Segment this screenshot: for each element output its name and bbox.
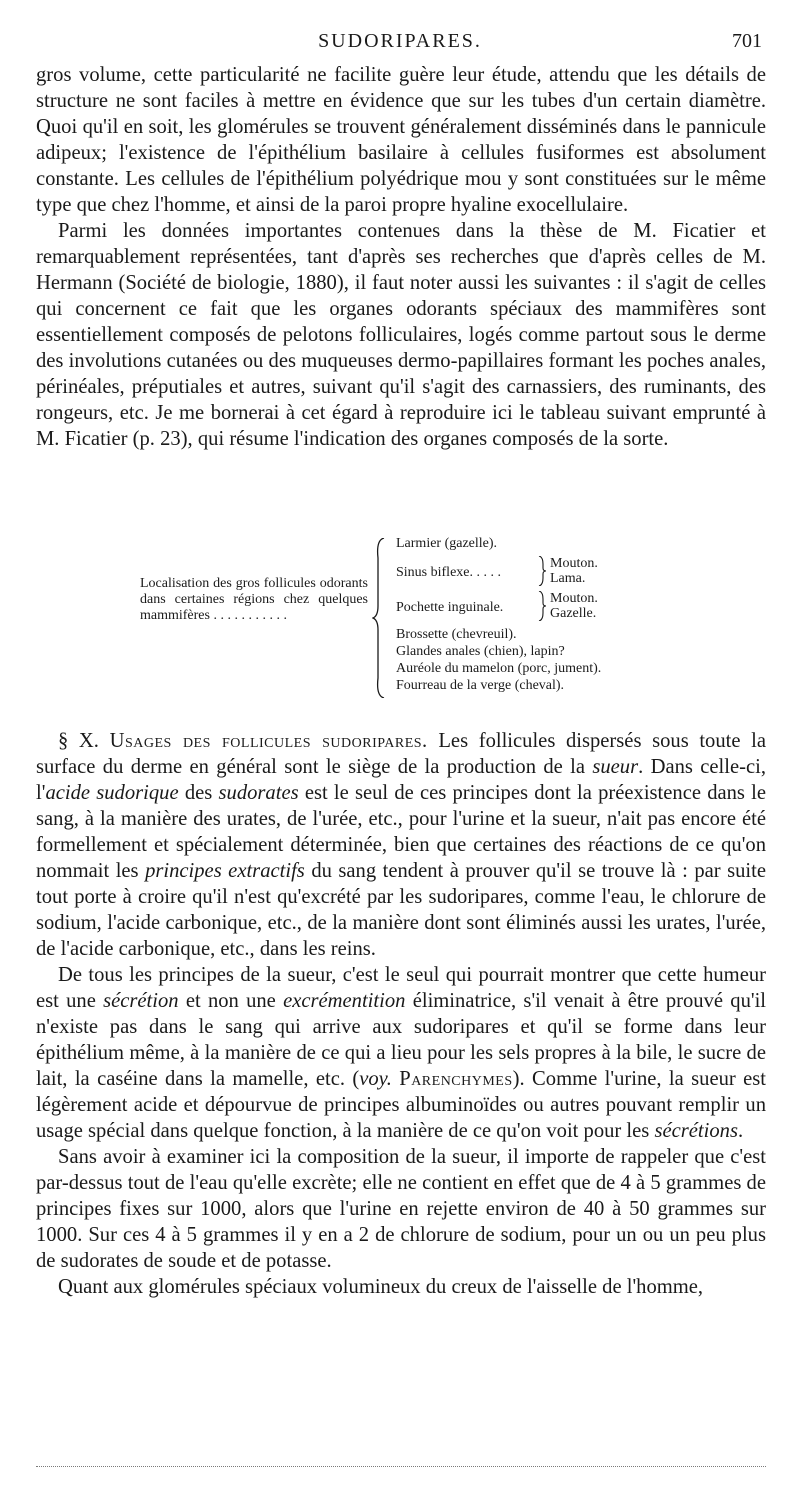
row-glandes: Glandes anales (chien), lapin?	[396, 644, 565, 659]
section-x-paragraph-1	[36, 728, 766, 962]
localisation-table	[140, 536, 780, 706]
small-caps-term-parenchymes: Parenchymes	[399, 1068, 513, 1090]
text-span: . Dans celle-ci, l'	[36, 756, 766, 804]
bottom-dotted-rule	[36, 1466, 766, 1467]
italic-term-secretion: sécrétion	[103, 990, 179, 1012]
sinus-list	[550, 556, 598, 586]
italic-term-voy: voy.	[359, 1068, 392, 1090]
italic-term-sudorates: sudorates	[218, 782, 299, 804]
pochette-item-mouton: Mouton.	[550, 591, 598, 606]
row-fourreau: Fourreau de la verge (cheval).	[396, 678, 565, 693]
sinus-brace	[538, 556, 546, 586]
section-x-paragraph-2	[36, 962, 766, 1144]
section-x-paragraph-4: Quant aux glomérules spéciaux volumineux du creux de l'aisselle de l'homme,	[58, 1276, 704, 1298]
pochette-brace	[538, 591, 546, 621]
row-pochette: Pochette inguinale.	[396, 600, 504, 615]
body-text-upper	[36, 62, 766, 452]
sinus-item-lama: Lama.	[550, 571, 586, 586]
pochette-list	[550, 591, 598, 621]
row-sinus: Sinus biflexe. . . . .	[396, 565, 501, 580]
page-header	[36, 30, 764, 60]
text-span: .	[737, 1120, 744, 1142]
main-brace	[372, 538, 386, 698]
paragraph-1: gros volume, cette particularité ne facilite guère leur étude, attendu que les détails de structure ne sont faciles à mettre en évidence que sur les tubes d'un certain diamètre. Quoi qu'il en soit, les glomérules se trouvent généralement disséminés dans le pannicule adipeux; l'existence de l'épithélium basilaire à cellules fusiformes est absolument constante. Les cellules de l'épithélium polyédrique mou y sont constituées sur le même type que chez l'homme, et ainsi de la paroi propre hyaline exocellulaire.	[36, 64, 766, 216]
italic-term-sueur: sueur	[592, 756, 639, 778]
section-title: Usages des follicules sudoripares.	[109, 730, 428, 752]
table-left-label: Localisation des gros follicules odorants dans certaines régions chez quelques mammifères . . . . . . . . . . .	[140, 576, 368, 623]
row-aureole: Auréole du mamelon (porc, jument).	[396, 661, 602, 676]
text-span: et non une	[185, 990, 276, 1012]
text-span: De tous les principes de la sueur, c'est le seul qui pourrait montrer que cette humeur est une	[36, 964, 766, 1012]
text-span: Les follicules dispersés sous toute la surface du derme en général sont le siège de la production de la	[36, 730, 767, 778]
italic-term-secretions: sécrétions	[654, 1120, 738, 1142]
page-number: 701	[732, 30, 762, 52]
text-span: ). Comme l'urine, la sueur est légèrement acide et dépourvue de principes albuminoïdes ou autres pouvant remplir un usage spécial dans quelque fonction, à la manière de ce qu'on voit pour les	[36, 1068, 767, 1142]
body-text-lower	[36, 728, 766, 1300]
pochette-item-gazelle: Gazelle.	[550, 606, 597, 621]
italic-term-excrementition: excrémentition	[283, 990, 406, 1012]
italic-term-acide-sudorique: acide sudorique	[45, 782, 179, 804]
sinus-item-mouton: Mouton.	[550, 556, 598, 571]
running-title: SUDORIPARES.	[318, 30, 482, 52]
text-span: éliminatrice, s'il venait à être prouvé qu'il n'existe pas dans le sang qui arrive aux sudoripares et qu'il se forme dans leur épithélium même, à la manière de ce qui a lieu pour les sels propres à la bile, le sucre de lait, la caséine dans la mamelle, etc. (	[36, 990, 767, 1090]
text-span: du sang tendent à prouver qu'il se trouve là : par suite tout porte à croire qu'il n'est qu'excrété par les sudoripares, comme l'eau, le chlorure de sodium, l'acide carbonique, etc., de la manière dont sont éliminés aussi les urates, l'urée, de l'acide carbonique, etc., dans les reins.	[36, 860, 766, 960]
italic-term-principes-extractifs: principes extractifs	[145, 860, 305, 882]
text-span: des	[184, 782, 213, 804]
paragraph-2: Parmi les données importantes contenues dans la thèse de M. Ficatier et remarquablement représentées, tant d'après ses recherches que d'après celles de M. Hermann (Société de biologie, 1880), il faut noter aussi les suivantes : il s'agit de celles qui concernent ce fait que les organes odorants spéciaux des mammifères sont essentiellement composés de pelotons folliculaires, logés comme partout sous le derme des involutions cutanées ou des muqueuses dermo-papillaires formant les poches anales, périnéales, préputiales et autres, suivant qu'il s'agit des carnassiers, des ruminants, des rongeurs, etc. Je me bornerai à cet égard à reproduire ici le tableau suivant emprunté à M. Ficatier (p. 23), qui résume l'indication des organes composés de la sorte.	[36, 220, 766, 450]
row-larmier: Larmier (gazelle).	[396, 536, 498, 551]
row-brossette: Brossette (chevreuil).	[396, 627, 517, 642]
text-span: est le seul de ces principes dont la préexistence dans le sang, à la manière des urates, de l'urée, etc., pour l'urine et la sueur, n'ait pas encore été formellement et spécialement déterminée, bien que certaines des réactions de ce qu'on nommait les	[36, 782, 767, 882]
section-x-paragraph-3: Sans avoir à examiner ici la composition de la sueur, il importe de rappeler que c'est par-dessus tout de l'eau qu'elle excrète; elle ne contient en effet que de 4 à 5 grammes de principes fixes sur 1000, alors que l'urine en rejette environ de 40 à 50 grammes sur 1000. Sur ces 4 à 5 grammes il y en a 2 de chlorure de sodium, pour un ou un peu plus de sudorates de soude et de potasse.	[36, 1146, 766, 1272]
section-number: § X.	[58, 730, 99, 752]
